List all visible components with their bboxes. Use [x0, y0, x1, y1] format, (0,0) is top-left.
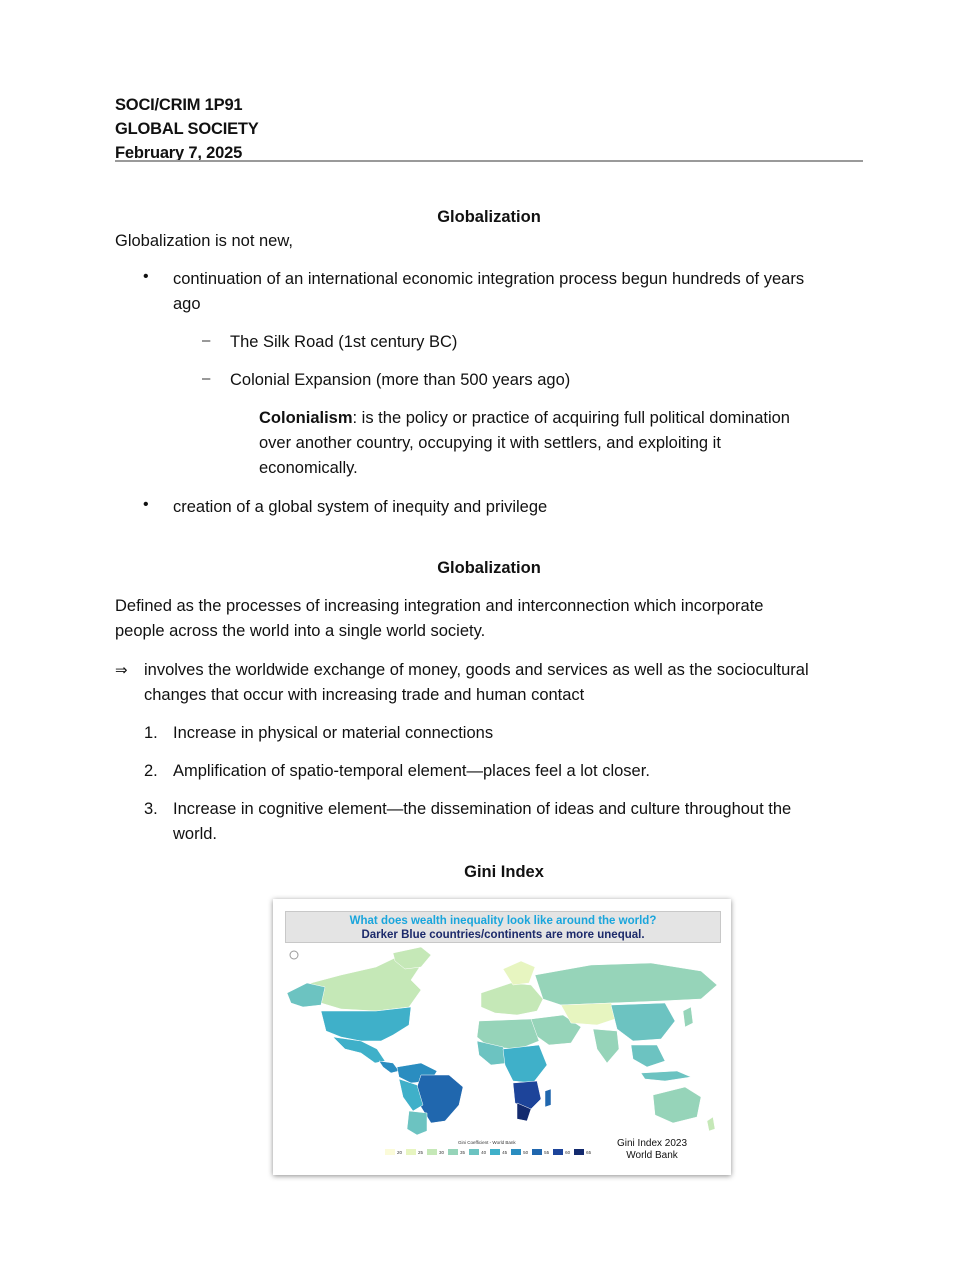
map-central-africa [503, 1045, 547, 1083]
section-heading-globalization-1: Globalization [437, 208, 541, 226]
list-item: Amplification of spatio-temporal element—places feel a lot closer. [173, 762, 650, 780]
legend-swatch [553, 1149, 563, 1155]
globe-icon [290, 951, 298, 959]
bullet-icon: • [143, 496, 149, 513]
map-argentina-chile [407, 1111, 427, 1135]
bullet-icon: • [143, 268, 149, 285]
legend-swatch [448, 1149, 458, 1155]
sub-item-silk-road: The Silk Road (1st century BC) [230, 333, 458, 351]
list-item: Increase in cognitive element—the dissemination of ideas and culture throughout the [173, 800, 792, 818]
legend-label: 45 [502, 1149, 508, 1155]
map-india [593, 1029, 619, 1063]
list-item-continued: world. [173, 825, 218, 843]
colonialism-definition-line-3: economically. [259, 459, 358, 477]
figure-credit-line-1: Gini Index 2023 [617, 1138, 688, 1149]
header-rule [115, 160, 863, 162]
legend-label: 20 [397, 1149, 403, 1155]
colonialism-definition-text: : is the policy or practice of acquiring full political domination [352, 409, 790, 427]
legend-label: 35 [460, 1149, 466, 1155]
legend-swatch [406, 1149, 416, 1155]
colonialism-definition-line-2: over another country, occupying it with settlers, and exploiting it [259, 434, 721, 452]
figure-credit [617, 1138, 687, 1162]
legend-title: Gini Coefficient - World Bank [458, 1140, 516, 1145]
legend-label: 55 [544, 1149, 550, 1155]
lecture-date: February 7, 2025 [115, 144, 243, 162]
arrow-icon: ⇒ [115, 662, 128, 679]
map-indonesia [641, 1071, 691, 1081]
map-central-america [379, 1061, 399, 1073]
map-alaska [287, 983, 325, 1007]
arrow-point-line-1: involves the worldwide exchange of money, goods and services as well as the sociocultural [144, 661, 809, 679]
list-number: 2. [144, 762, 158, 780]
map-usa [321, 1007, 411, 1041]
list-number: 3. [144, 800, 158, 818]
document-header [115, 93, 259, 165]
arrow-point-line-2: changes that occur with increasing trade and human contact [144, 686, 585, 704]
map-russia [535, 963, 717, 1005]
figure-question: What does wealth inequality look like around the world? [349, 915, 657, 927]
legend [385, 1148, 595, 1156]
legend-swatch [574, 1149, 584, 1155]
legend-label: 50 [523, 1149, 529, 1155]
map-madagascar [545, 1089, 551, 1107]
dash-icon: – [202, 370, 211, 387]
bullet-2: creation of a global system of inequity and privilege [173, 498, 548, 516]
sub-item-colonial-expansion: Colonial Expansion (more than 500 years ago) [230, 371, 571, 389]
course-code: SOCI/CRIM 1P91 [115, 96, 243, 114]
section-heading-globalization-2: Globalization [437, 559, 541, 577]
legend-label: 65 [586, 1149, 592, 1155]
bullet-1-line-2: ago [173, 295, 201, 313]
colonialism-definition-line-1 [259, 406, 790, 431]
colonialism-term: Colonialism [259, 409, 353, 427]
map-europe [481, 983, 543, 1015]
legend-swatch [427, 1149, 437, 1155]
section-heading-gini-index: Gini Index [464, 863, 544, 881]
figure-subtitle: Darker Blue countries/continents are more unequal. [361, 929, 645, 941]
legend-swatch [469, 1149, 479, 1155]
legend-swatch [511, 1149, 521, 1155]
map-southeast-asia [631, 1045, 665, 1067]
map-australia [653, 1087, 701, 1123]
map-china [611, 1003, 675, 1041]
list-item: Increase in physical or material connections [173, 724, 494, 742]
legend-label: 40 [481, 1149, 487, 1155]
map-japan [683, 1007, 693, 1027]
bullet-1-line-1: continuation of an international economic integration process begun hundreds of years [173, 270, 805, 288]
legend-label: 25 [418, 1149, 424, 1155]
list-number: 1. [144, 724, 158, 742]
figure-banner [285, 911, 721, 943]
intro-text: Globalization is not new, [115, 232, 293, 250]
world-map [281, 945, 723, 1135]
gini-index-map-figure [273, 899, 731, 1175]
map-new-zealand [707, 1117, 715, 1131]
figure-credit-line-2: World Bank [626, 1150, 678, 1161]
legend-swatch [532, 1149, 542, 1155]
dash-icon: – [202, 332, 211, 349]
course-title: GLOBAL SOCIETY [115, 120, 259, 138]
legend-label: 60 [565, 1149, 571, 1155]
globalization-definition-line-2: people across the world into a single world society. [115, 622, 486, 640]
legend-swatch [385, 1149, 395, 1155]
legend-swatch [490, 1149, 500, 1155]
globalization-definition-line-1: Defined as the processes of increasing integration and interconnection which incorporate [115, 597, 764, 615]
legend-label: 30 [439, 1149, 445, 1155]
map-scandinavia [503, 961, 535, 985]
